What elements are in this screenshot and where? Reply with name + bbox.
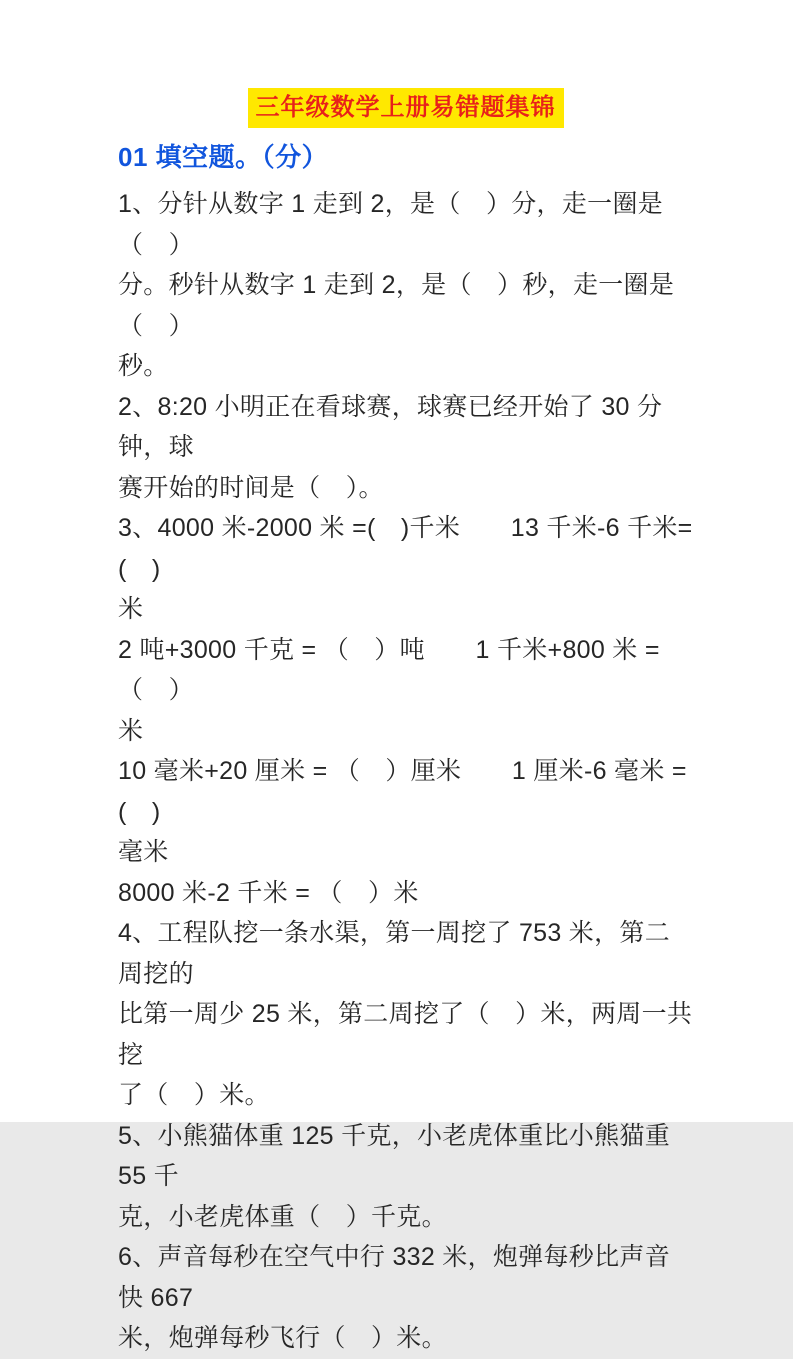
text-line-q3-6: 毫米 bbox=[118, 838, 169, 866]
text-line-q3-7: 8000 米-2 千米 = （ ）米 bbox=[118, 878, 419, 907]
text-line-q6-1: 6、声音每秒在空气中行 332 米，炮弹每秒比声音快 667 bbox=[118, 1243, 671, 1312]
question-body bbox=[118, 184, 693, 1359]
text-line-q1-1: 1、分针从数字 1 走到 2，是（ ）分，走一圈是（ ） bbox=[118, 190, 664, 259]
text-line-q4-3: 了（ ）米。 bbox=[118, 1081, 270, 1109]
text-line-q3-4: 米 bbox=[118, 716, 144, 745]
text-line-q1-3: 秒。 bbox=[118, 352, 169, 380]
text-line-q3-3: 2 吨+3000 千克 = （ ）吨 1 千米+800 米 = （ ） bbox=[118, 635, 668, 704]
text-line-q3-1: 3、4000 米-2000 米 =( )千米 13 千米-6 千米=( ) bbox=[118, 514, 693, 583]
text-line-q1-2: 分。秒针从数字 1 走到 2，是（ ）秒，走一圈是（ ） bbox=[118, 271, 675, 340]
section-heading: 01 填空题。（分） bbox=[118, 142, 329, 172]
text-line-q2-2: 赛开始的时间是（ ）。 bbox=[118, 473, 384, 502]
title-row bbox=[118, 88, 693, 128]
text-line-q4-1: 4、工程队挖一条水渠，第一周挖了 753 米，第二周挖的 bbox=[118, 919, 671, 988]
text-line-q5-1: 5、小熊猫体重 125 千克，小老虎体重比小熊猫重 55 千 bbox=[118, 1121, 678, 1190]
text-line-q3-2: 米 bbox=[118, 595, 144, 623]
text-line-q4-2: 比第一周少 25 米，第二周挖了（ ）米，两周一共挖 bbox=[118, 1000, 693, 1069]
text-line-q5-2: 克，小老虎体重（ ）千克。 bbox=[118, 1202, 447, 1231]
text-line-q2-1: 2、8:20 小明正在看球赛，球赛已经开始了 30 分钟，球 bbox=[118, 392, 663, 461]
text-line-q6-2: 米，炮弹每秒飞行（ ）米。 bbox=[118, 1324, 447, 1352]
text-line-q3-5: 10 毫米+20 厘米 = （ ）厘米 1 厘米-6 毫米 =( ) bbox=[118, 757, 687, 826]
page-title: 三年级数学上册易错题集锦 bbox=[248, 88, 564, 128]
